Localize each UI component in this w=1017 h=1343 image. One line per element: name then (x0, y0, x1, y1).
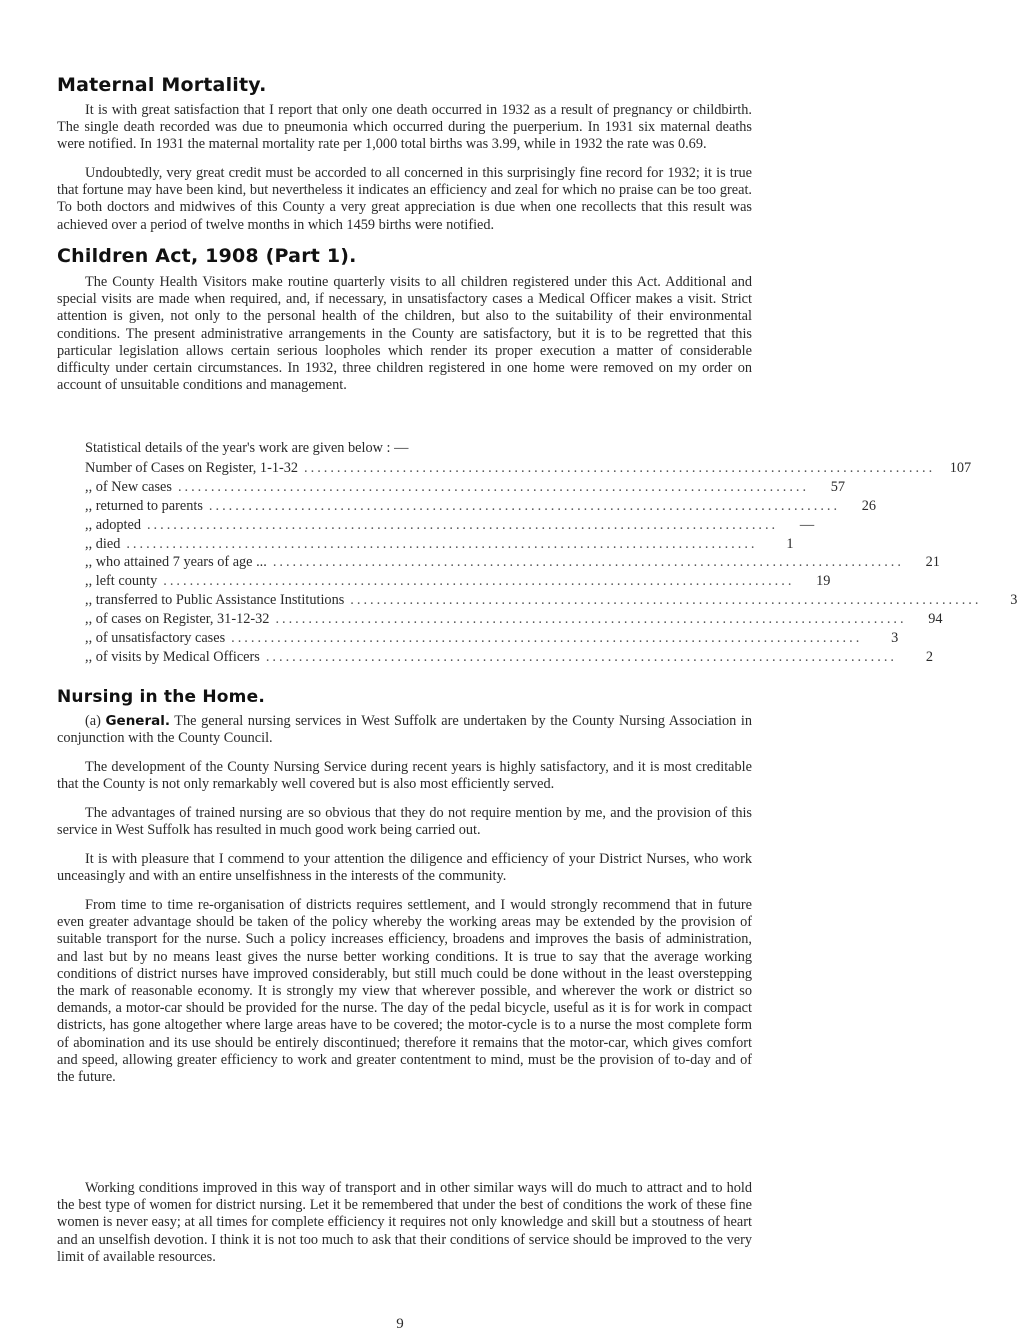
stat-value: 26 (861, 497, 877, 514)
stat-label: ,, died (85, 535, 121, 552)
stat-value: 1 (786, 535, 794, 552)
stat-value: — (799, 516, 815, 533)
stat-row (85, 497, 877, 517)
maternal-paragraph-2: Undoubtedly, very great credit must be accorded to all concerned in this surprisingly fine record for 1932; it is true that fortune may have been kind, but nevertheless it indicates an efficiency and zeal for which no praise can be too great. To both doctors and midwives of this County a very great appreciation is due when one recollects that this result was achieved over a period of twelve months in which 1459 births were notified. (57, 165, 752, 233)
general-prefix: (a) (85, 713, 101, 729)
stat-row (85, 516, 815, 536)
maternal-paragraph-1: It is with great satisfaction that I report that only one death occurred in 1932 as a result of pregnancy or childbirth. The single death recorded was due to pneumonia which occurred during the puerperium. In 1931 six maternal deaths were notified. In 1931 the maternal mortality rate per 1,000 total births was 3.99, while in 1932 the rate was 0.69. (57, 102, 752, 153)
leader-dots: ................................................................................................ (275, 611, 907, 628)
stat-row (85, 630, 899, 649)
stat-value: 2 (925, 648, 933, 665)
stat-row (85, 460, 972, 479)
maternal-mortality-heading: Maternal Mortality. (57, 74, 267, 96)
leader-dots: ................................................................................................ (146, 516, 779, 533)
stats-table (85, 460, 1017, 668)
nursing-paragraph-4: From time to time re-organisation of districts requires settlement, and I would strongly recommend that in future even greater advantage should be taken of the policy whereby the working areas may be extended by the provision of suitable transport for the nurse. Such a policy increases efficiency, broadens and improves the basis of administration, and last but by no means least gives the nurse better working conditions. It is true to say that the average working conditions of district nurses have improved considerably, but still much could be done without in the least overstepping the mark of reasonable economy. It is strongly my view that wherever possible, and wherever the work or district so demands, a motor-car should be provided for the nurse. The day of the pedal bicycle, useful as it is for work in compact districts, has gone altogether where large areas have to be covered; the motor-cycle is to a nurse the most complete form of abomination and its use should be entirely discontinued; therefore it remains that the motor-car, which gives comfort and speed, allowing greater efficiency to work and greater contentment to mind, must be the provision of to-day and of the future. (57, 897, 752, 1086)
page-number: 9 (396, 1316, 404, 1332)
children-act-paragraph: The County Health Visitors make routine quarterly visits to all children registered under this Act. Additional and special visits are made when required, and, if necessary, in unsatisfactory cases a Medical Officer makes a visit. Strict attention is given, not only to the personal health of the children, but also to the suitability of their environmental conditions. The present administrative arrangements in the County are satisfactory, but it is to be regretted that this particular legislation allows certain serious loopholes which render its proper execution a matter of considerable difficulty under certain circumstances. In 1932, three children registered in one home were removed on my order on account of unsuitable conditions and management. (57, 274, 752, 394)
stat-label: ,, of cases on Register, 31-12-32 (85, 611, 270, 628)
stat-label: ,, returned to parents (85, 497, 203, 514)
stat-row (85, 554, 940, 573)
stat-row (85, 611, 943, 630)
stats-intro: Statistical details of the year's work are given below : — (85, 440, 409, 456)
leader-dots: ................................................................................................ (350, 592, 982, 609)
leader-dots: ................................................................................................ (126, 535, 758, 552)
stat-label: ,, who attained 7 years of age ... (85, 554, 267, 571)
general-subheading: General. (105, 713, 170, 729)
stat-value: 3 (891, 630, 899, 647)
children-act-heading: Children Act, 1908 (Part 1). (57, 245, 357, 267)
leader-dots: ................................................................................................ (163, 573, 795, 590)
stat-value: 21 (925, 554, 940, 571)
stat-row (85, 592, 1017, 611)
nursing-general-paragraph (57, 713, 752, 747)
stat-value: 3 (1010, 592, 1017, 609)
leader-dots: ................................................................................................ (208, 497, 841, 514)
stat-label: ,, transferred to Public Assistance Institutions (85, 592, 345, 609)
general-text: The general nursing services in West Suffolk are undertaken by the County Nursing Association in conjunction with the County Council. (57, 713, 752, 747)
stat-label: ,, of New cases (85, 478, 172, 495)
stat-row (85, 648, 933, 668)
nursing-paragraph-3: It is with pleasure that I commend to your attention the diligence and efficiency of your District Nurses, who work unceasingly and with an entire unselfishness in the interests of the community. (57, 851, 752, 885)
stat-label: Number of Cases on Register, 1-1-32 (85, 460, 299, 476)
nursing-paragraph-1: The development of the County Nursing Service during recent years is highly satisfactory, and it is most creditable that the County is not only remarkably well covered but is also most efficiently served. (57, 759, 752, 793)
stat-label: ,, left county (85, 573, 158, 590)
nursing-heading: Nursing in the Home. (57, 687, 265, 707)
stat-value: 57 (830, 478, 846, 495)
leader-dots: ................................................................................................ (177, 478, 810, 495)
stat-value: 19 (816, 573, 831, 590)
stat-value: 107 (949, 460, 972, 476)
nursing-paragraph-5: Working conditions improved in this way of transport and in other similar ways will do much to attract and to hold the best type of women for district nursing. Let it be remembered that under the best of conditions the work of these fine women is never easy; at all times for complete efficiency it requires not only knowledge and skill but a stoutness of heart and an unselfish devotion. I think it is not too much to ask that their conditions of service should be improved to the very limit of available resources. (57, 1180, 752, 1265)
leader-dots: ................................................................................................ (304, 460, 936, 476)
nursing-paragraph-2: The advantages of trained nursing are so obvious that they do not require mention by me, and the provision of this service in West Suffolk has resulted in much good work being carried out. (57, 805, 752, 839)
stat-value: 94 (928, 611, 943, 628)
stat-label: ,, of visits by Medical Officers (85, 648, 260, 665)
leader-dots: ................................................................................................ (272, 554, 904, 571)
stat-row (85, 478, 846, 498)
stat-row (85, 573, 831, 592)
stat-row (85, 535, 794, 555)
leader-dots: ................................................................................................ (265, 648, 897, 665)
leader-dots: ................................................................................................ (231, 630, 863, 647)
stat-label: ,, of unsatisfactory cases (85, 630, 226, 647)
stat-label: ,, adopted (85, 516, 141, 533)
